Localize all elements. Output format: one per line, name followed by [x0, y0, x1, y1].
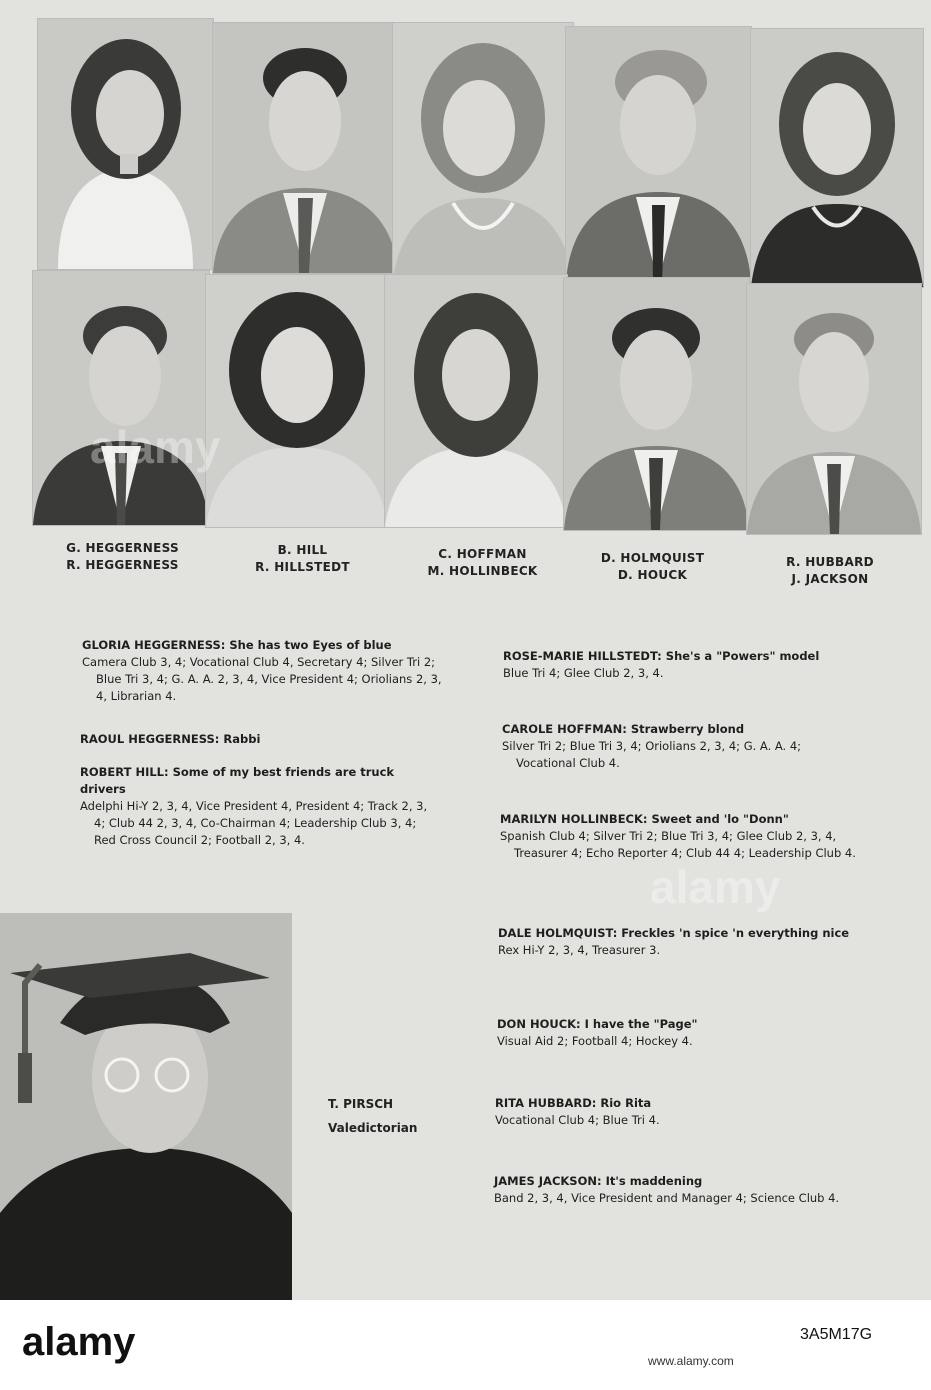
portrait-boy-image	[33, 271, 209, 525]
valedictorian-caption	[328, 1092, 417, 1140]
bio-heading: CAROLE HOFFMAN: Strawberry blond	[502, 722, 745, 736]
caption-name: D. HOLMQUIST	[600, 551, 705, 565]
bio-activities: Adelphi Hi-Y 2, 3, 4, Vice President 4, President 4; Track 2, 3, 4; Club 44 2, 3, 4, Co-Chairman 4; Leadership Club 3, 4; Red Cross Council 2; Football 2, 3, 4.	[80, 799, 428, 847]
caption-column-5	[745, 554, 915, 588]
portrait-photo	[205, 274, 389, 528]
watermark-text: alamy	[90, 421, 221, 473]
caption-name: J. JACKSON	[791, 572, 869, 586]
portrait-girl-image	[751, 29, 923, 287]
bio-heading: JAMES JACKSON: It's maddening	[494, 1174, 703, 1188]
portrait-photo	[384, 274, 568, 528]
caption-name: C. HOFFMAN	[438, 547, 527, 561]
bio-entry	[500, 811, 870, 862]
bio-heading: ROSE-MARIE HILLSTEDT: She's a "Powers" model	[503, 649, 820, 663]
bio-entry	[497, 1016, 857, 1050]
valedictorian-title: Valedictorian	[328, 1121, 418, 1135]
bio-entry	[82, 637, 442, 705]
bio-activities: Spanish Club 4; Silver Tri 2; Blue Tri 3, 4; Glee Club 2, 3, 4, Treasurer 4; Echo Reporter 4; Club 44 4; Leadership Club 4.	[500, 829, 856, 860]
portrait-girl-image	[393, 23, 573, 279]
bio-entry	[503, 648, 863, 682]
caption-column-3	[395, 546, 570, 580]
portrait-photo	[37, 18, 214, 270]
bio-heading: RITA HUBBARD: Rio Rita	[495, 1096, 652, 1110]
bio-activities: Silver Tri 2; Blue Tri 3, 4; Oriolians 2, 3, 4; G. A. A. 4; Vocational Club 4.	[502, 739, 802, 770]
bio-entry	[494, 1173, 864, 1207]
bio-entry	[502, 721, 862, 772]
portrait-boy-image	[564, 278, 749, 530]
portrait-photo	[212, 22, 399, 274]
bio-heading: MARILYN HOLLINBECK: Sweet and 'lo "Donn"	[500, 812, 789, 826]
portrait-photo	[746, 283, 922, 535]
bio-heading: DON HOUCK: I have the "Page"	[497, 1017, 698, 1031]
caption-name: B. HILL	[277, 543, 328, 557]
portrait-photo	[565, 26, 752, 283]
bio-activities: Vocational Club 4; Blue Tri 4.	[495, 1113, 660, 1127]
valedictorian-name: T. PIRSCH	[328, 1097, 394, 1111]
bio-heading: ROBERT HILL: Some of my best friends are truck drivers	[80, 765, 395, 796]
caption-name: G. HEGGERNESS	[66, 541, 179, 555]
caption-name: M. HOLLINBECK	[427, 564, 538, 578]
bio-entry	[498, 925, 868, 959]
caption-name: R. HEGGERNESS	[66, 558, 179, 572]
portrait-boy-image	[566, 27, 751, 282]
portrait-boy-image	[213, 23, 398, 273]
caption-name: R. HUBBARD	[786, 555, 874, 569]
bio-activities: Rex Hi-Y 2, 3, 4, Treasurer 3.	[498, 943, 661, 957]
stock-brand-logo: alamy	[22, 1320, 136, 1364]
caption-column-4	[565, 550, 740, 584]
bio-heading: RAOUL HEGGERNESS: Rabbi	[80, 732, 261, 746]
watermark-text: alamy	[650, 861, 781, 913]
portrait-boy-image	[747, 284, 921, 534]
stock-image-id: 3A5M17G	[800, 1326, 873, 1343]
portrait-photo	[750, 28, 924, 288]
portrait-photo	[32, 270, 210, 526]
bio-heading: GLORIA HEGGERNESS: She has two Eyes of blue	[82, 638, 392, 652]
portrait-photo	[392, 22, 574, 280]
stock-url: www.alamy.com	[648, 1354, 734, 1368]
bio-entry	[80, 731, 440, 748]
portrait-photo	[563, 277, 750, 531]
bio-activities: Visual Aid 2; Football 4; Hockey 4.	[497, 1034, 693, 1048]
caption-column-1	[40, 540, 205, 574]
portrait-girl-image	[385, 275, 567, 527]
bio-activities: Blue Tri 4; Glee Club 2, 3, 4.	[503, 666, 664, 680]
stock-footer	[0, 1300, 931, 1390]
bio-entry	[80, 764, 440, 849]
valedictorian-photo	[0, 913, 292, 1300]
portrait-girl-image	[206, 275, 388, 527]
caption-name: D. HOUCK	[617, 568, 688, 582]
caption-column-2	[215, 542, 390, 576]
portrait-girl-image	[38, 19, 213, 269]
bio-heading: DALE HOLMQUIST: Freckles 'n spice 'n everything nice	[498, 926, 850, 940]
bio-activities: Band 2, 3, 4, Vice President and Manager 4; Science Club 4.	[494, 1191, 840, 1205]
bio-entry	[495, 1095, 855, 1129]
graduate-cap-portrait-image	[0, 913, 292, 1300]
bio-activities: Camera Club 3, 4; Vocational Club 4, Secretary 4; Silver Tri 2; Blue Tri 3, 4; G. A. A. 2, 3, 4, Vice President 4; Oriolians 2, 3, 4, Librarian 4.	[82, 655, 442, 703]
caption-name: R. HILLSTEDT	[255, 560, 350, 574]
